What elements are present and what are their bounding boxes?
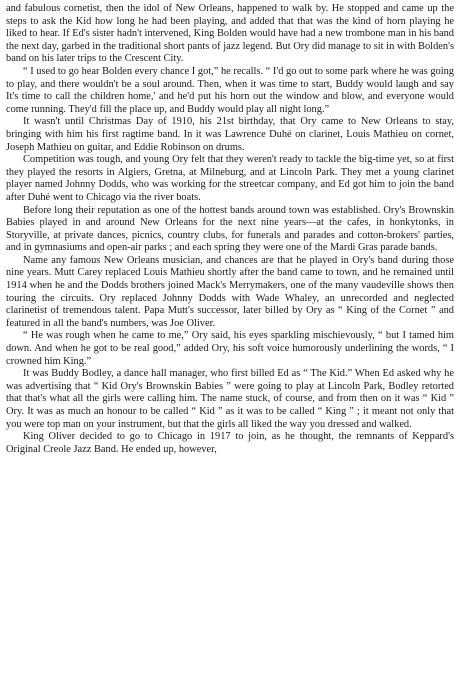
- paragraph-christmas-1910: It wasn't until Christmas Day of 1910, his 21st birthday, that Ory came to New Orleans to stay, bringing with him his first ragtime band. In it was Lawrence Duhé on clarinet, Louis Mathieu on cornet, Joseph Mathieu on guitar, and Eddie Robinson on drums.: [6, 116, 454, 153]
- paragraph-ory-quote-bolden: “ I used to go hear Bolden every chance I got,” he recalls. “ I'd go out to some park where he was going to play, and there wouldn't be a soul around. Then, when it was time to start, Buddy would laugh and say It's time to call the children home,' and he'd put his horn out the window and blow, and everyone would come running. They'd fill the place up, and Buddy would play all night long.”: [6, 65, 454, 115]
- paragraph-famous-musicians: Name any famous New Orleans musician, and chances are that he played in Ory's band during those nine years. Mutt Carey replaced Louis Mathieu shortly after the band came to town, and he remained until 1914 when he and the Dodds brothers joined Mack's Merrymakers, one of the many vaudeville shows then touring the circuits. Ory replaced Johnny Dodds with Wade Whaley, an unrecorded and neglected clarinetist of tremendous talent. Papa Mutt's successor, later billed by Ory as “ King of the Cornet ” and featured in all the band's numbers, was Joe Oliver.: [6, 254, 454, 329]
- book-page: [6, 3, 454, 681]
- paragraph-crowned-king: “ He was rough when he came to me,” Ory said, his eyes sparkling mischievously, “ but I tamed him down. And when he got to be real good,” added Ory, his soft voice humorously underlining the words, “ I crowned him King.”: [6, 330, 454, 367]
- paragraph-reputation: Before long their reputation as one of the hottest bands around town was established. Ory's Brownskin Babies played in and around New Orleans for the next nine years—at the cafes, in honkytonks, in Storyville, at private dances, picnics, country clubs, for funerals and parades and cotton-brokers' parties, and in gymnasiums and open-air parks ; and each spring they were one of the Mardi Gras parade bands.: [6, 204, 454, 254]
- paragraph-competition: Competition was tough, and young Ory felt that they weren't ready to tackle the big-time yet, so at first they played the resorts in Algiers, Gretna, at Milneburg, and at Lincoln Park. They met a young clarinet player named Johnny Dodds, who was working for the streetcar company, and Ed got him to join the band after Duhé went to Chicago via the river boats.: [6, 154, 454, 203]
- paragraph-bolden-encounter: and fabulous cornetist, then the idol of New Orleans, happened to walk by. He stopped and came up the steps to ask the Kid how long he had been playing, and added that that was the kind of horn playing he liked to hear. If Ed's sister hadn't intervened, King Bolden would have had a new trombone man in his band the next day, garbed in the traditional short pants of jazz legend. But Ory did manage to sit in with Bolden's band on his later trips to the Crescent City.: [6, 3, 454, 65]
- paragraph-the-kid-name: It was Buddy Bodley, a dance hall manager, who first billed Ed as “ The Kid.” When Ed asked why he was advertising that “ Kid Ory's Brownskin Babies ” were going to play at Lincoln Park, Bodley retorted that that's what all the girls were calling him. The name stuck, of course, and from then on it was “ Kid ” Ory. It was as much an honour to be called “ Kid ” as it was to be called “ King ” ; it meant not only that you were top man on your instrument, but that the girls all liked the way you dressed and walked.: [6, 368, 454, 430]
- paragraph-king-oliver-chicago: King Oliver decided to go to Chicago in 1917 to join, as he thought, the remnants of Keppard's Original Creole Jazz Band. He ended up, however,: [6, 431, 454, 455]
